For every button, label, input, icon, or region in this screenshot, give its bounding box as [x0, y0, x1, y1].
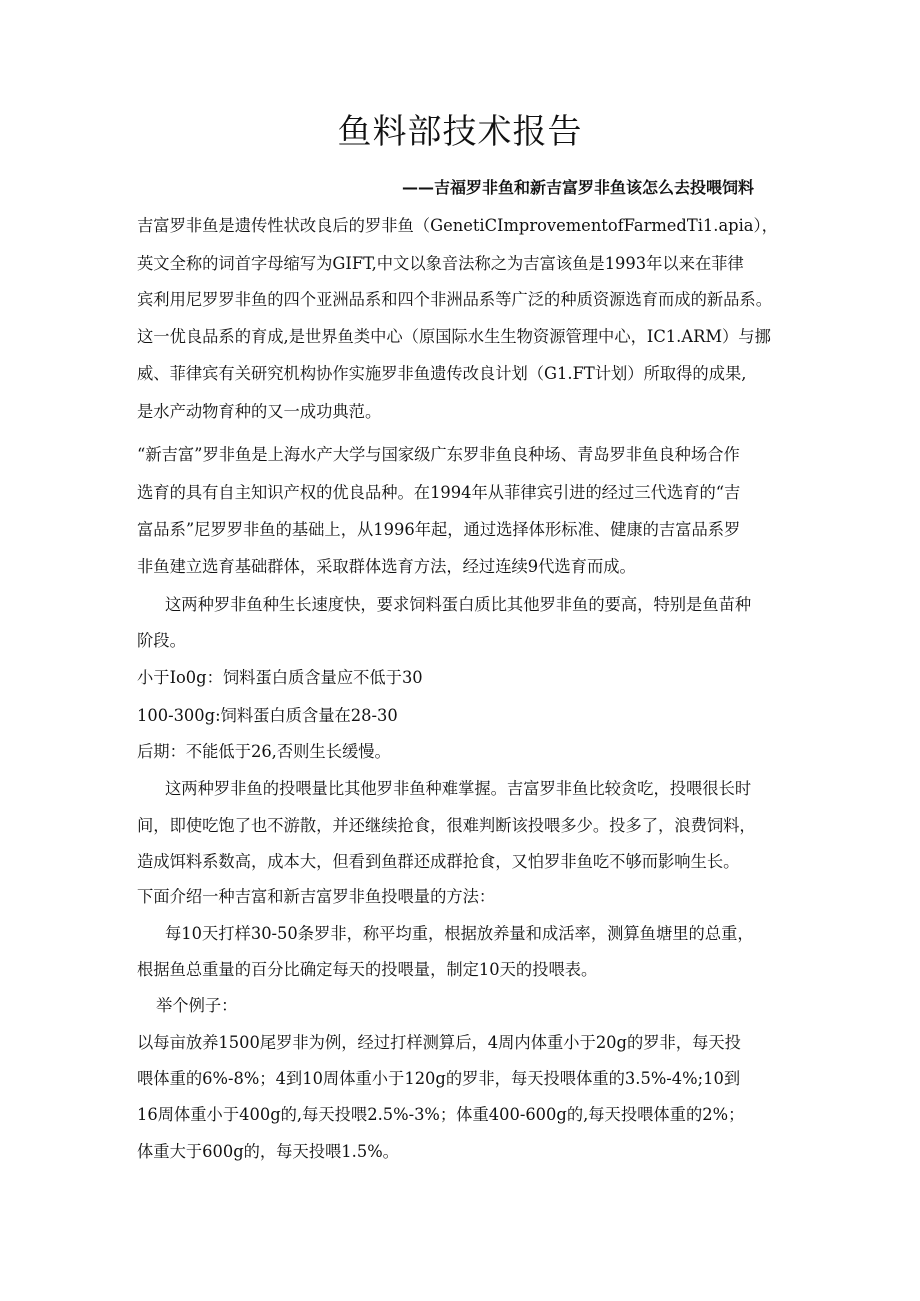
text-line: 以每亩放养1500尾罗非为例，经过打样测算后，4周内体重小于20g的罗非，每天投	[137, 1033, 741, 1052]
text-line: 体重大于600g的，每天投喂1.5%。	[137, 1142, 399, 1161]
text-line: 举个例子：	[156, 996, 238, 1015]
text-line: 16周体重小于400g的,每天投喂2.5%-3%；体重400-600g的,每天投喂体重的2%；	[137, 1105, 745, 1124]
text-line: 是水产动物育种的又一成功典范。	[137, 402, 382, 421]
text-line: 阶段。	[137, 631, 186, 650]
text-line: 英文全称的词首字母缩写为GIFT,中文以象音法称之为吉富该鱼是1993年以来在菲律	[137, 254, 744, 273]
text-line: 后期：不能低于26,否则生长缓慢。	[137, 742, 391, 761]
text-line: 吉富罗非鱼是遗传性状改良后的罗非鱼（GenetiCImprovementofFarmedTi1.apia），	[137, 216, 778, 235]
text-line: 宾利用尼罗罗非鱼的四个亚洲品系和四个非洲品系等广泛的种质资源选育而成的新品系。	[137, 290, 772, 309]
text-line: 根据鱼总重量的百分比确定每天的投喂量，制定10天的投喂表。	[137, 960, 598, 979]
text-line: 威、菲律宾有关研究机构协作实施罗非鱼遗传改良计划（G1.FT计划）所取得的成果,	[137, 364, 747, 383]
text-line: 非鱼建立选育基础群体，采取群体选育方法，经过连续9代选育而成。	[137, 557, 636, 576]
text-line: 这两种罗非鱼的投喂量比其他罗非鱼种难掌握。吉富罗非鱼比较贪吃，投喂很长时	[165, 779, 752, 798]
page-subtitle: ——吉福罗非鱼和新吉富罗非鱼该怎么去投喂饲料	[402, 178, 755, 197]
text-line: 间，即使吃饱了也不游散，并还继续抢食，很难判断该投喂多少。投多了，浪费饲料，	[137, 816, 756, 835]
text-line: 下面介绍一种吉富和新吉富罗非鱼投喂量的方法：	[137, 887, 496, 906]
page-title: 鱼料部技术报告	[337, 112, 583, 152]
text-line: 每10天打样30-50条罗非，称平均重，根据放养量和成活率，测算鱼塘里的总重，	[165, 924, 754, 943]
text-line: 选育的具有自主知识产权的优良品种。在1994年从菲律宾引进的经过三代选育的“吉	[137, 483, 741, 502]
text-line: 这一优良品系的育成,是世界鱼类中心（原国际水生生物资源管理中心，IC1.ARM）与挪	[137, 327, 771, 346]
text-line: 100-300g:饲料蛋白质含量在28-30	[137, 706, 398, 725]
text-line: 这两种罗非鱼种生长速度快，要求饲料蛋白质比其他罗非鱼的要高，特别是鱼苗种	[165, 595, 752, 614]
text-line: 喂体重的6%-8%；4到10周体重小于120g的罗非，每天投喂体重的3.5%-4%;10到	[137, 1069, 741, 1088]
text-line: 富品系”尼罗罗非鱼的基础上，从1996年起，通过选择体形标准、健康的吉富品系罗	[137, 520, 741, 539]
text-line: 小于Io0g：饲料蛋白质含量应不低于30	[137, 668, 423, 687]
text-line: 造成饵料系数高，成本大，但看到鱼群还成群抢食，又怕罗非鱼吃不够而影响生长。	[137, 852, 740, 871]
text-line: “新吉富”罗非鱼是上海水产大学与国家级广东罗非鱼良种场、青岛罗非鱼良种场合作	[137, 445, 740, 464]
